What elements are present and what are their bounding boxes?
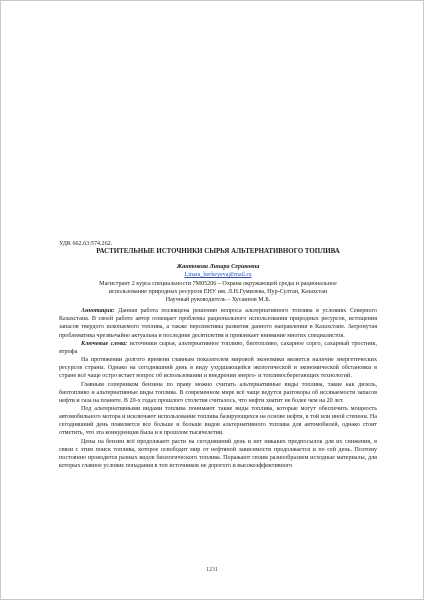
abstract-label: Аннотация: (81, 308, 115, 315)
author-email-link[interactable]: Linara_berkeyeva@mail.ru (184, 272, 252, 279)
body-paragraph: На протяжении долгого времени главным показателем мировой экономики является наличие энергетических ресурсов страны. Однако на сегодняшний день в виду ухудшающейся экологической и экономической обстановки в стране всё чаще остро встает вопрос об использовании и внедрении энерго- и топливосберегающих технологий. (59, 357, 377, 380)
body-paragraph: Главным соперником бензина по праву можно считать альтернативные виды топлива, такие как дизель, биотопливо и альтернативные виды топлива. В современном мире всё чаще ведутся разговоры об иссякаемости запасов нефти и газа на планете. В 20-х годах прошлого столетия считалось, что нефти хватит не более чем на 20 лет. (59, 381, 377, 404)
document-page (59, 240, 377, 470)
keywords-text: источники сырья, альтернативное топливо, биотопливо, сахарное сорго, сахарный тростник, ятрофа (59, 340, 377, 355)
udk-code: УДК 662.63:574.262. (59, 241, 113, 247)
affiliation-line-2: использование природных ресурсов ЕНУ им. Л.Н.Гумилева, Нур-Султан, Казахстан (108, 288, 328, 295)
body-paragraph: Цены на бензин всё продолжают расти на сегодняшний день и нет никаких предпосылок для их снижения, в связи с этим поиск топлива, которое освободит мир от нефтяной зависимости продолжается и по сей день. Поэтому постоянно проводятся разных видов биологического топлива. Поражают своим разнообразием исходные материалы, для которых главное условие попадания в топ источников не дорогого и высокоэффективного (59, 438, 377, 470)
abstract-paragraph (59, 307, 377, 340)
keywords-label: Ключевые слова: (81, 340, 128, 347)
affiliation-line-1: Магистрант 2 курса специальности 7М05206 – Охрана окружающей среды и рациональное (99, 280, 337, 287)
abstract-text: Данная работа посвящена решению вопроса альтернативного топлива в условиях Северного Казахстана. В своей работе автор освещает проблемы рационального использования природных ресурсов, истощения запасов твердого ископаемого топлива, а также перспективы развития данного направления в Казахстане. Затронутая проблематика чрезвычайно актуальна в последние десятилетия и привлекает внимание многих специалистов. (59, 308, 377, 339)
supervisor-line: Научный руководитель – Хусаинов М.Б. (165, 296, 271, 303)
author-name: Жантокова Линара Сериковна (176, 264, 260, 271)
page-number: 1231 (206, 567, 218, 573)
paper-title: РАСТИТЕЛЬНЫЕ ИСТОЧНИКИ СЫРЬЯ АЛЬТЕРНАТИВНОГО ТОПЛИВА (96, 248, 340, 256)
keywords-paragraph (59, 340, 377, 356)
body-paragraph: Под альтернативными видами топлива понимают такие виды топлива, которые могут обеспечить мощность автомобильного мотора и исключают использование топлива базирующихся на основе нефти, в той или иной степени. На сегодняшний день появляется все больше и больше видов альтернативного топлива для автомобилей, однако стоит отметить, что эта конкуренция была и в прошлом тысячелетии. (59, 405, 377, 437)
